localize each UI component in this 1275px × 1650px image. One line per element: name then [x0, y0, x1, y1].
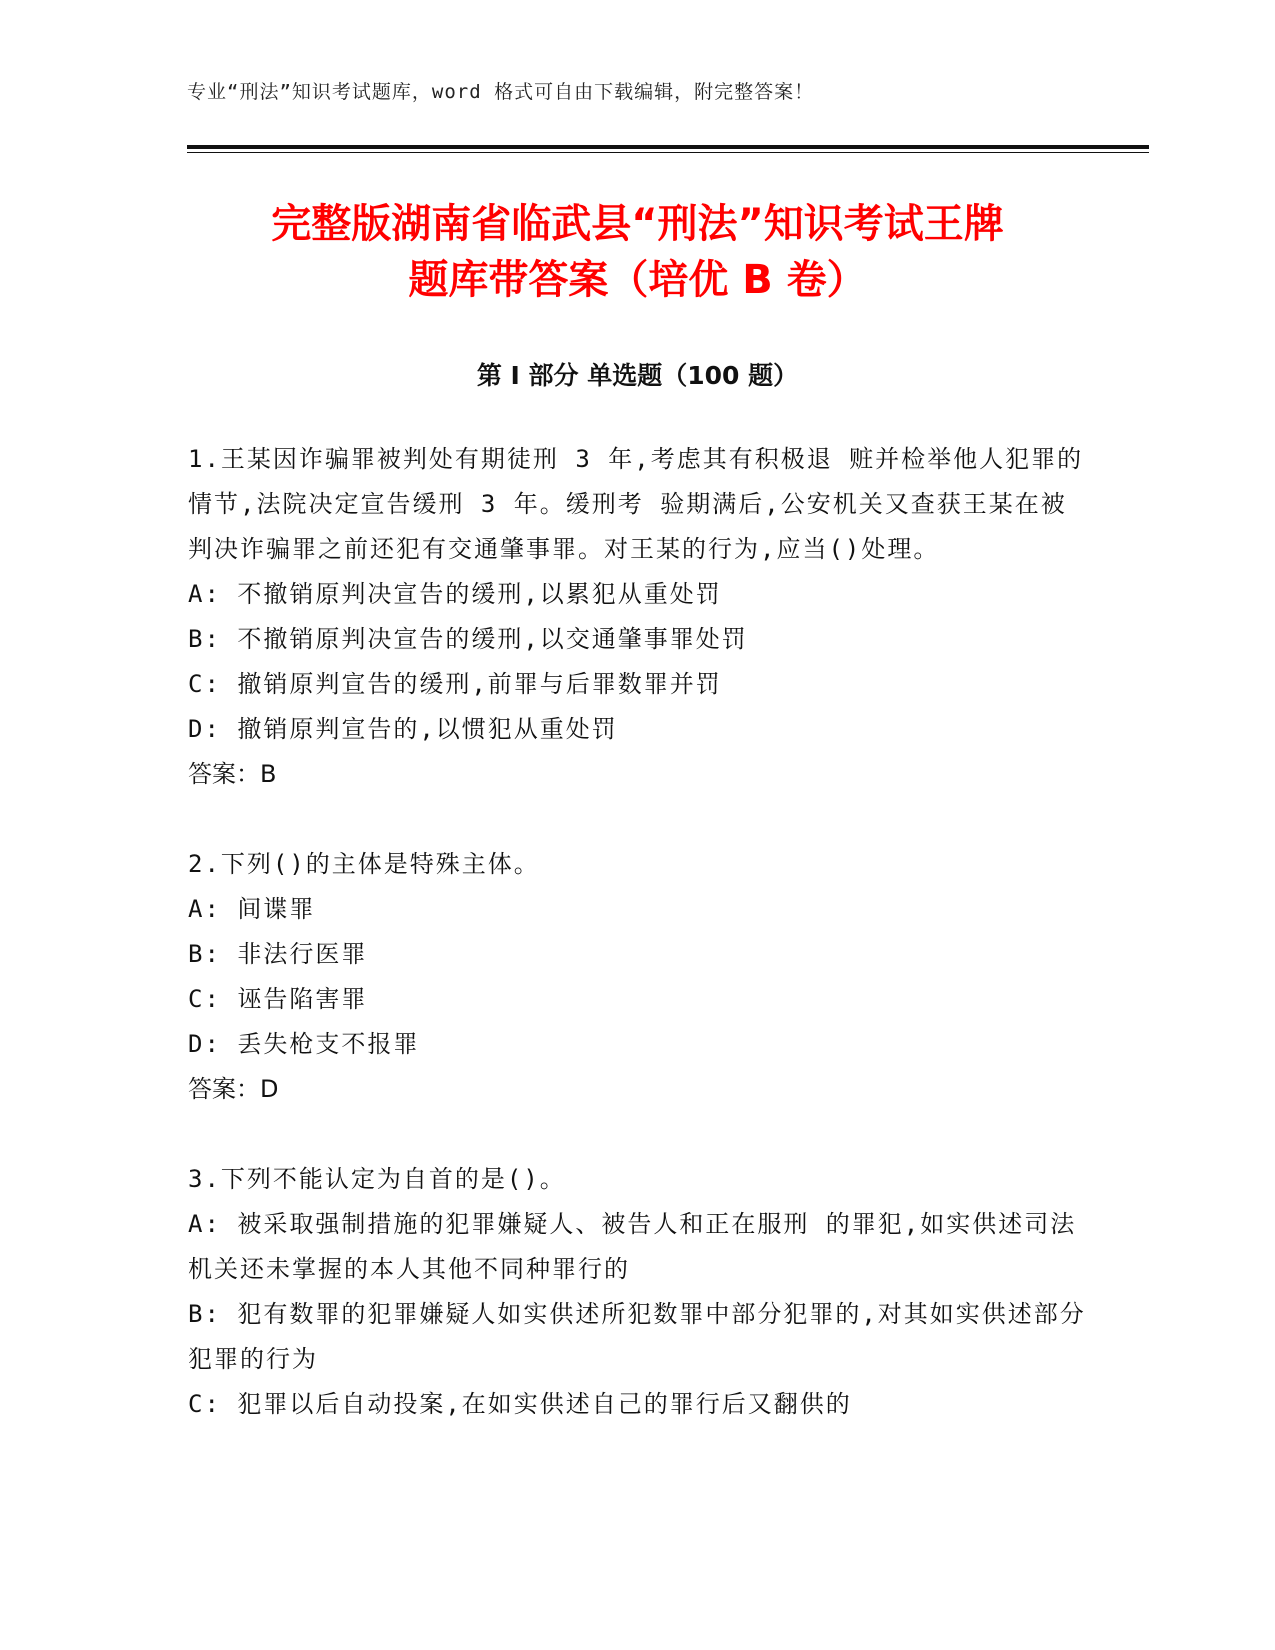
- header-note: 专业“刑法”知识考试题库，word 格式可自由下载编辑，附完整答案！: [187, 81, 815, 103]
- question-2: [188, 842, 1088, 1112]
- option-c: C: 诬告陷害罪: [188, 985, 368, 1013]
- option-b: B: 非法行医罪: [188, 940, 368, 968]
- header-divider-thin: [187, 152, 1149, 153]
- option-d: D: 丢失枪支不报罪: [188, 1030, 420, 1058]
- option-b: B: 犯有数罪的犯罪嫌疑人如实供述所犯数罪中部分犯罪的,对其如实供述部分犯罪的行为: [188, 1300, 1086, 1373]
- option-a: A: 间谍罪: [188, 895, 316, 923]
- option-d: D: 撤销原判宣告的,以惯犯从重处罚: [188, 715, 618, 743]
- header-divider-thick: [187, 145, 1149, 149]
- document-title: [150, 196, 1125, 308]
- document-title-line-2: 题库带答案（培优 B 卷）: [408, 257, 867, 303]
- section-title: 第 I 部分 单选题（100 题）: [476, 361, 799, 390]
- option-a: A: 被采取强制措施的犯罪嫌疑人、被告人和正在服刑 的罪犯,如实供述司法机关还未掌握的本人其他不同种罪行的: [188, 1210, 1077, 1283]
- question-1: [188, 437, 1088, 797]
- question-stem: 2.下列()的主体是特殊主体。: [188, 850, 540, 878]
- option-c: C: 犯罪以后自动投案,在如实供述自己的罪行后又翻供的: [188, 1390, 852, 1418]
- question-stem: 1.王某因诈骗罪被判处有期徒刑 3 年,考虑其有积极退 赃并检举他人犯罪的情节,法院决定宣告缓刑 3 年。缓刑考 验期满后,公安机关又查获王某在被判决诈骗罪之前还犯有交通肇事罪。对王某的行为,应当()处理。: [188, 445, 1084, 563]
- answer: 答案：B: [188, 760, 277, 788]
- document-title-line-1: 完整版湖南省临武县“刑法”知识考试王牌: [271, 201, 1004, 247]
- question-list: [188, 437, 1088, 1472]
- question-3: [188, 1157, 1088, 1427]
- question-stem: 3.下列不能认定为自首的是()。: [188, 1165, 566, 1193]
- option-c: C: 撤销原判宣告的缓刑,前罪与后罪数罪并罚: [188, 670, 722, 698]
- option-a: A: 不撤销原判决宣告的缓刑,以累犯从重处罚: [188, 580, 722, 608]
- option-b: B: 不撤销原判决宣告的缓刑,以交通肇事罪处罚: [188, 625, 748, 653]
- answer: 答案：D: [188, 1075, 279, 1103]
